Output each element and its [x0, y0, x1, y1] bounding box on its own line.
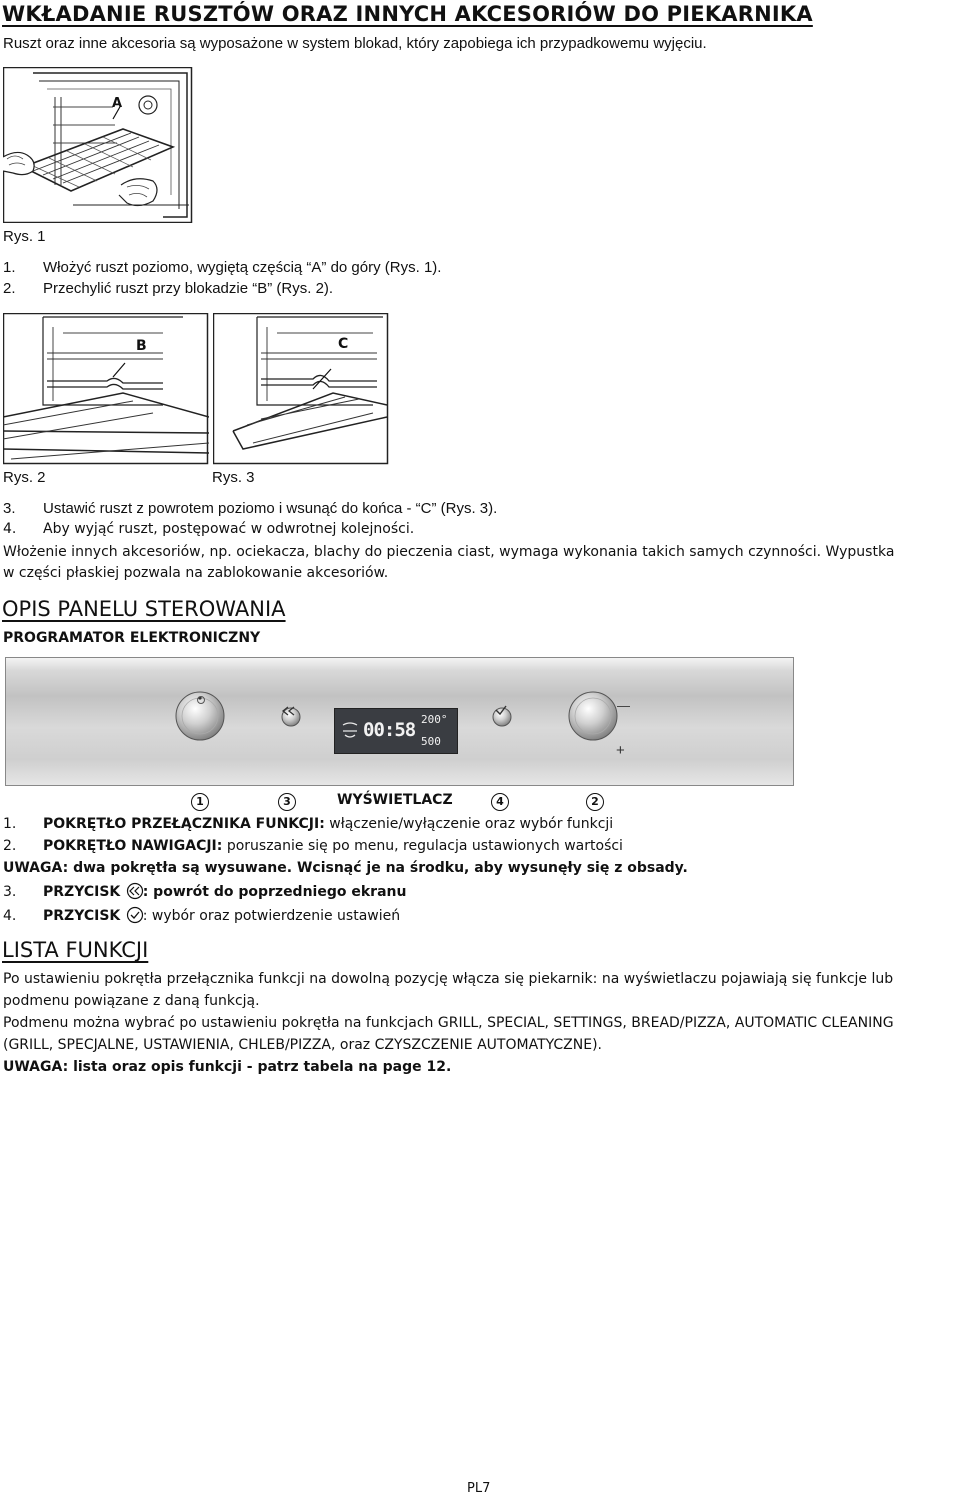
figure-1-caption: Rys. 1 — [3, 228, 46, 245]
figure-1-label-a: A — [112, 96, 123, 111]
control-panel — [5, 657, 794, 786]
callout-3: 3 — [278, 792, 296, 811]
functions-warning: UWAGA: lista oraz opis funkcji - patrz tabela na page 12. — [3, 1059, 452, 1075]
step-4: 4. Aby wyjąć ruszt, postępować w odwrotnej kolejności. — [3, 521, 415, 537]
figure-1-illustration — [3, 67, 193, 223]
callout-1: 1 — [191, 792, 209, 811]
display-temperature: 200° — [421, 713, 448, 726]
display-power: 500 — [421, 735, 441, 748]
functions-paragraph-1-line-2: podmenu powiązane z daną funkcją. — [3, 993, 260, 1009]
off-position-icon — [197, 696, 205, 704]
page-number: PL7 — [467, 1481, 491, 1496]
back-icon — [281, 705, 297, 717]
functions-paragraph-2-line-2: (GRILL, SPECJALNE, USTAWIENIA, CHLEB/PIZZA, oraz CZYSZCZENIE AUTOMATYCZNE). — [3, 1037, 603, 1053]
navigation-knob[interactable] — [567, 690, 619, 742]
plus-sign: + — [616, 742, 625, 759]
back-icon — [126, 882, 144, 900]
step-1: 1. Włożyć ruszt poziomo, wygiętą częścią “A” do góry (Rys. 1). — [3, 259, 442, 276]
check-icon — [494, 704, 508, 716]
figure-2-label-b: B — [136, 338, 147, 354]
figure-2-caption: Rys. 2 — [3, 469, 46, 486]
figure-3-illustration — [213, 313, 389, 465]
figure-3-caption: Rys. 3 — [212, 469, 255, 486]
step-2: 2. Przechylić ruszt przy blokadzie “B” (Rys. 2). — [3, 280, 334, 297]
display-time: 00:58 — [363, 719, 416, 741]
legend-item-3: 3. PRZYCISK : powrót do poprzedniego ekranu — [3, 884, 407, 900]
legend-item-2: 2. POKRĘTŁO NAWIGACJI: poruszanie się po menu, regulacja ustawionych wartości — [3, 838, 623, 854]
accessories-line-2: w części płaskiej pozwala na zablokowanie akcesoriów. — [3, 565, 389, 581]
functions-paragraph-2-line-1: Podmenu można wybrać po ustawieniu pokrętła na funkcjach GRILL, SPECIAL, SETTINGS, BREAD/PIZZA, AUTOMATIC CLEANING — [3, 1015, 894, 1031]
figure-2-illustration — [3, 313, 209, 465]
step-3: 3. Ustawić ruszt z powrotem poziomo i wsunąć do końca - “C” (Rys. 3). — [3, 500, 498, 517]
callout-display: WYŚWIETLACZ — [337, 792, 453, 808]
legend-item-4: 4. PRZYCISK : wybór oraz potwierdzenie ustawień — [3, 908, 401, 924]
warning-knobs: UWAGA: dwa pokrętła są wysuwane. Wcisnąć je na środku, aby wysunęły się z obsady. — [3, 860, 688, 876]
oven-mode-icon — [341, 721, 359, 741]
figure-3-label-c: C — [338, 336, 349, 352]
display — [334, 708, 458, 754]
panel-heading: OPIS PANELU STEROWANIA — [2, 597, 286, 621]
programmer-heading: PROGRAMATOR ELEKTRONICZNY — [3, 630, 261, 646]
callout-4: 4 — [491, 792, 509, 811]
functions-paragraph-1-line-1: Po ustawieniu pokrętła przełącznika funkcji na dowolną pozycję włącza się piekarnik: na wyświetlaczu pojawiają się funkcje lub — [3, 971, 894, 987]
legend-item-1: 1. POKRĘTŁO PRZEŁĄCZNIKA FUNKCJI: włączenie/wyłączenie oraz wybór funkcji — [3, 816, 614, 832]
minus-sign: — — [617, 698, 630, 713]
accessories-line-1: Włożenie innych akcesoriów, np. ociekacza, blachy do pieczenia ciast, wymaga wykonania takich samych czynności. Wypustka — [3, 544, 895, 560]
functions-heading: LISTA FUNKCJI — [2, 938, 149, 962]
callout-2: 2 — [586, 792, 604, 811]
page-title: WKŁADANIE RUSZTÓW ORAZ INNYCH AKCESORIÓW DO PIEKARNIKA — [2, 2, 813, 26]
check-icon — [126, 906, 144, 924]
intro-text: Ruszt oraz inne akcesoria są wyposażone w system blokad, który zapobiega ich przypadkowemu wyjęciu. — [3, 35, 707, 52]
